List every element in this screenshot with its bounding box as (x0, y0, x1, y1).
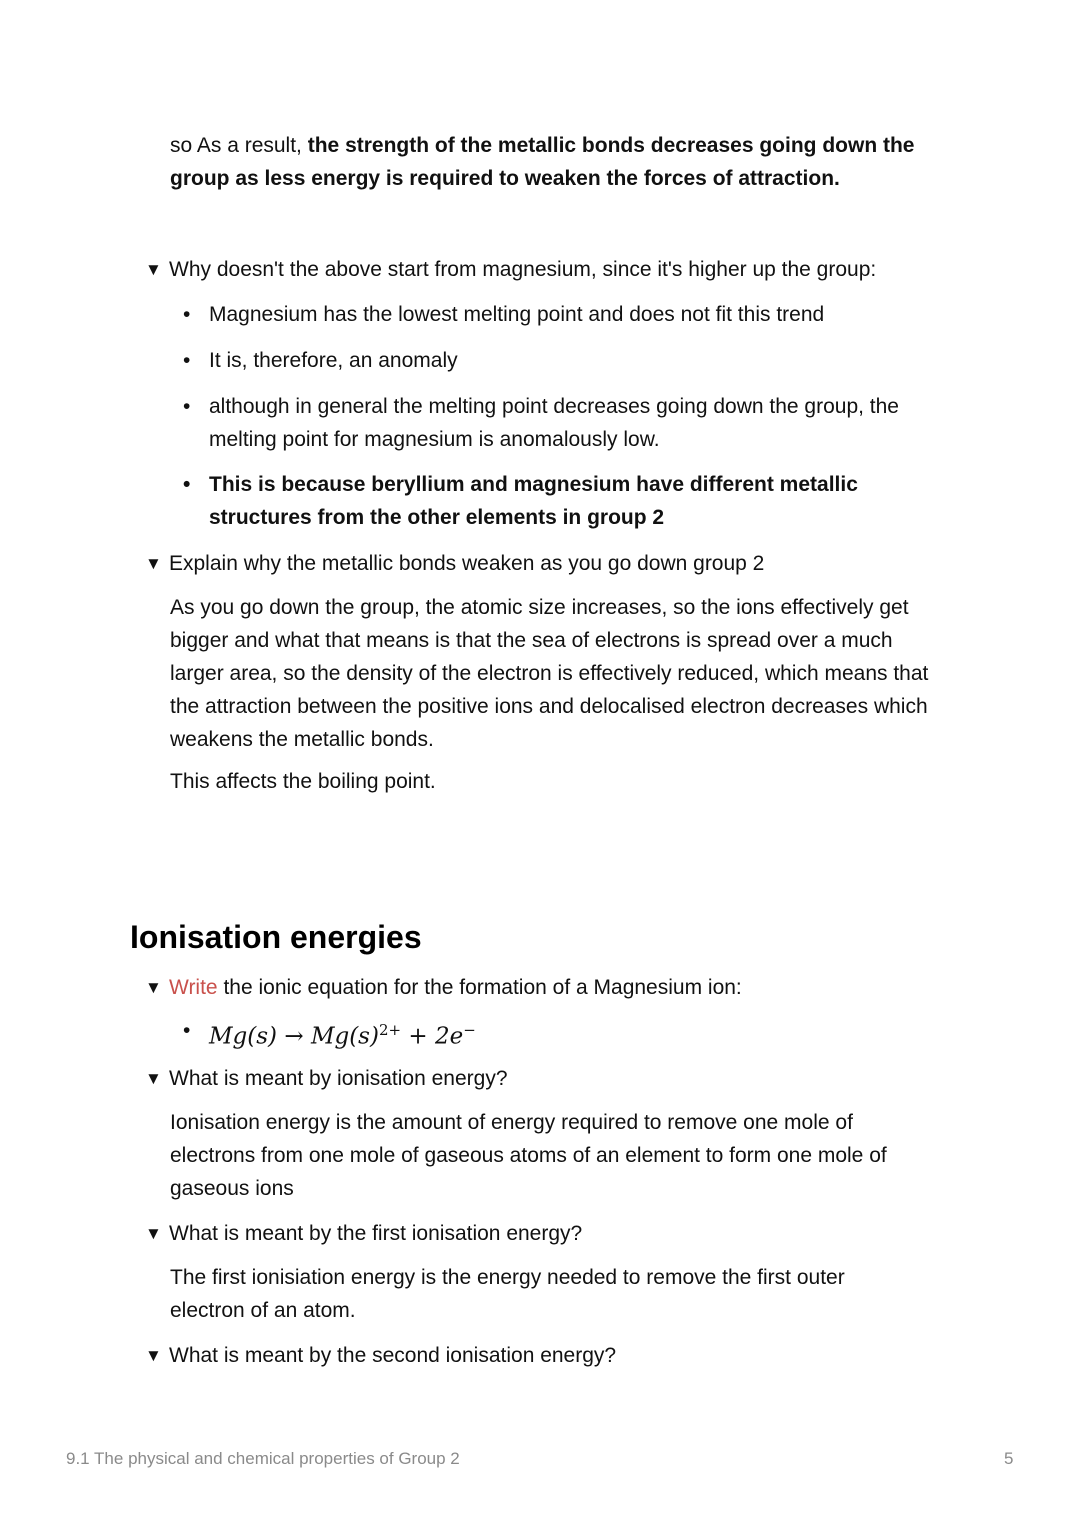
answer-paragraph: This affects the boiling point. (170, 770, 436, 793)
toggle-title (169, 971, 742, 1004)
equation-electrons: 2e (435, 1023, 464, 1050)
intro-paragraph (170, 129, 960, 195)
list-item (183, 468, 943, 534)
toggle-second-ionisation-energy[interactable] (145, 1339, 965, 1372)
list-item-text: It is, therefore, an anomaly (209, 349, 458, 372)
toggle-triangle-icon[interactable]: ▼ (145, 1346, 162, 1365)
equation-lhs: Mg(s) (209, 1023, 278, 1050)
toggle-title: Why doesn't the above start from magnesium, since it's higher up the group: (169, 258, 877, 281)
highlight-word: Write (169, 976, 218, 999)
toggle-title: What is meant by ionisation energy? (169, 1067, 508, 1090)
toggle-title: Explain why the metallic bonds weaken as you go down group 2 (169, 552, 765, 575)
answer-paragraph: The first ionisiation energy is the energy needed to remove the first outer electron of an atom. (170, 1266, 845, 1322)
footer-document-title: 9.1 The physical and chemical properties of Group 2 (66, 1449, 460, 1468)
toggle-triangle-icon[interactable]: ▼ (145, 978, 162, 997)
ionic-equation (209, 1014, 476, 1054)
section-heading: Ionisation energies (130, 919, 422, 955)
equation-charge: 2+ (378, 1021, 402, 1039)
bullet-icon: • (183, 395, 191, 418)
list-item (183, 344, 943, 377)
footer-page-number: 5 (1004, 1449, 1014, 1468)
list-item-equation (183, 1014, 943, 1054)
list-item-text: although in general the melting point decreases going down the group, the melting point for magnesium is anomalously low. (209, 395, 899, 451)
equation-rhs: Mg(s) (310, 1023, 379, 1050)
intro-lead: so As a result, (170, 134, 308, 157)
list-item-text: This is because beryllium and magnesium have different metallic structures from the other elements in group 2 (209, 473, 858, 529)
toggle-triangle-icon[interactable]: ▼ (145, 260, 162, 279)
toggle-metallic-bonds-weaken[interactable] (145, 547, 965, 580)
bullet-icon: • (183, 349, 191, 372)
toggle-why-not-magnesium[interactable] (145, 253, 965, 286)
toggle-ionic-equation[interactable] (145, 971, 965, 1004)
toggle-triangle-icon[interactable]: ▼ (145, 554, 162, 573)
bullet-icon: • (183, 1019, 191, 1042)
toggle-triangle-icon[interactable]: ▼ (145, 1069, 162, 1088)
toggle-title: What is meant by the second ionisation energy? (169, 1344, 617, 1367)
answer-paragraph: As you go down the group, the atomic size increases, so the ions effectively get bigger and what that means is that the sea of electrons is spread over a much larger area, so the density of the electron is effectively reduced, which means that the attraction between the positive ions and delocalised electron decreases which weakens the metallic bonds. (170, 596, 929, 751)
arrow-icon: → (284, 1023, 304, 1050)
bullet-icon: • (183, 473, 191, 496)
toggle-triangle-icon[interactable]: ▼ (145, 1224, 162, 1243)
intro-bold: the strength of the metallic bonds decreases going down the group as less energy is required to weaken the forces of attraction. (170, 134, 915, 190)
list-item (183, 390, 943, 456)
bullet-icon: • (183, 303, 191, 326)
toggle-ionisation-energy[interactable] (145, 1062, 965, 1095)
answer-paragraph: Ionisation energy is the amount of energy required to remove one mole of electrons from one mole of gaseous atoms of an element to form one mole of gaseous ions (170, 1111, 887, 1200)
toggle-title-rest: the ionic equation for the formation of a Magnesium ion: (217, 976, 742, 999)
toggle-first-ionisation-energy[interactable] (145, 1217, 965, 1250)
equation-electron-charge: − (463, 1021, 476, 1039)
equation-plus: + (408, 1023, 428, 1050)
toggle-title: What is meant by the first ionisation energy? (169, 1222, 583, 1245)
list-item (183, 298, 943, 331)
list-item-text: Magnesium has the lowest melting point and does not fit this trend (209, 303, 825, 326)
